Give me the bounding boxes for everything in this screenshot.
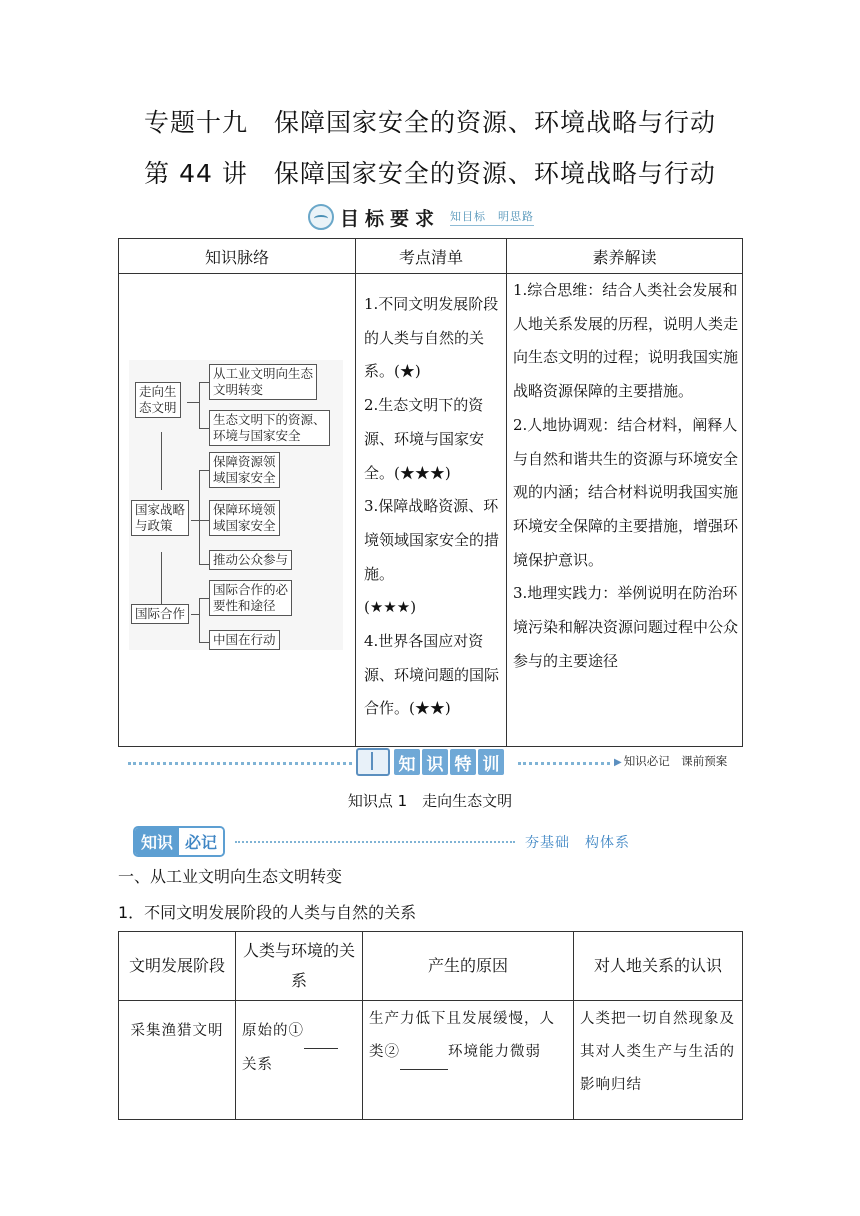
mind-map-node-cooperation: 国际合作 (131, 604, 189, 624)
tag-hint: 夯基础 构体系 (525, 834, 631, 851)
relation-prefix: 原始的① (242, 1023, 304, 1039)
cell-cause (363, 1001, 574, 1120)
cell-stage: 采集渔猎文明 (119, 1001, 236, 1120)
training-tile-3: 特 (450, 749, 476, 775)
goals-banner-title: 目标要求 (340, 207, 441, 230)
training-tile-4: 训 (478, 749, 504, 775)
header-exam-points: 考点清单 (356, 239, 507, 274)
tag-divider (235, 841, 515, 843)
civilization-table (118, 931, 743, 1120)
book-icon (356, 748, 390, 776)
cause-prefix: 生产力低下且发展缓慢，人类② (369, 1011, 555, 1060)
mind-map (129, 360, 343, 650)
goals-table (118, 238, 743, 747)
topic-title: 专题十九 保障国家安全的资源、环境战略与行动 (143, 108, 716, 137)
goals-banner-subtitle: 知目标 明思路 (450, 208, 534, 226)
header-knowledge-context: 知识脉络 (119, 239, 356, 274)
mind-map-cell (119, 274, 355, 746)
goals-banner (308, 203, 534, 231)
training-banner (128, 748, 742, 778)
mind-map-node-cooperation-necessity: 国际合作的必 要性和途径 (209, 580, 292, 616)
header-cause: 产生的原因 (363, 932, 574, 1001)
mind-map-node-environment-security: 保障环境领 域国家安全 (209, 500, 280, 536)
cell-view: 人类把一切自然现象及其对人类生产与生活的影响归结 (574, 1001, 743, 1120)
literacy-text: 1.综合思维：结合人类社会发展和人地关系发展的历程，说明人类走向生态文明的过程；说明我国实施战略资源保障的主要措施。 2.人地协调观：结合材料，阐释人与自然和谐共生的资源与环境安全观的内涵；结合材料说明我国实施环境安全保障的主要措施，增强环境保护意识。 3.地理实践力：举例说明在防治环境污染和解决资源问题过程中公众参与的主要途径 (513, 281, 739, 670)
mind-map-node-ecological: 走向生 态文明 (135, 382, 181, 418)
lesson-title: 第 44 讲 保障国家安全的资源、环境战略与行动 (144, 159, 716, 188)
play-arrow-icon: ▶ (614, 757, 622, 768)
fill-blank-1[interactable] (304, 1015, 338, 1049)
mind-map-node-china-action: 中国在行动 (209, 630, 280, 650)
table-row (119, 1001, 743, 1120)
training-banner-right-label: 知识必记 课前预案 (623, 754, 728, 768)
goals-logo-icon (308, 204, 334, 230)
mind-map-node-resource-security: 保障资源领 域国家安全 (209, 452, 280, 488)
tag-label-a: 知识 (135, 828, 179, 855)
tag-label-b: 必记 (179, 828, 223, 855)
mind-map-node-public-participation: 推动公众参与 (209, 550, 292, 570)
header-view: 对人地关系的认识 (574, 932, 743, 1001)
training-banner-right (614, 753, 727, 769)
training-tile-2: 识 (422, 749, 448, 775)
cause-suffix: 环境能力微弱 (448, 1044, 541, 1060)
fill-blank-2[interactable] (400, 1036, 448, 1070)
relation-suffix: 关系 (242, 1057, 273, 1073)
exam-points-list: 1.不同文明发展阶段的人类与自然的关系。(★) 2.生态文明下的资源、环境与国家安全。(★★★) 3.保障战略资源、环境领域国家安全的措施。 (★★★) 4.世界各国应对资源、环境问题的国际合作。(★★) (364, 295, 500, 718)
must-remember-tag (133, 826, 630, 857)
mind-map-node-strategy: 国家战略 与政策 (131, 500, 189, 536)
cell-relation (236, 1001, 363, 1120)
training-tile-1: 知 (394, 749, 420, 775)
header-relation: 人类与环境的关系 (236, 932, 363, 1001)
subsection-heading: 1．不同文明发展阶段的人类与自然的关系 (118, 903, 417, 922)
header-literacy: 素养解读 (507, 239, 743, 274)
mind-map-node-transition: 从工业文明向生态 文明转变 (209, 364, 317, 400)
knowledge-point-title: 知识点 1 走向生态文明 (347, 792, 513, 810)
header-stage: 文明发展阶段 (119, 932, 236, 1001)
section-heading: 一、从工业文明向生态文明转变 (118, 867, 343, 886)
mind-map-node-security: 生态文明下的资源、 环境与国家安全 (209, 410, 330, 446)
